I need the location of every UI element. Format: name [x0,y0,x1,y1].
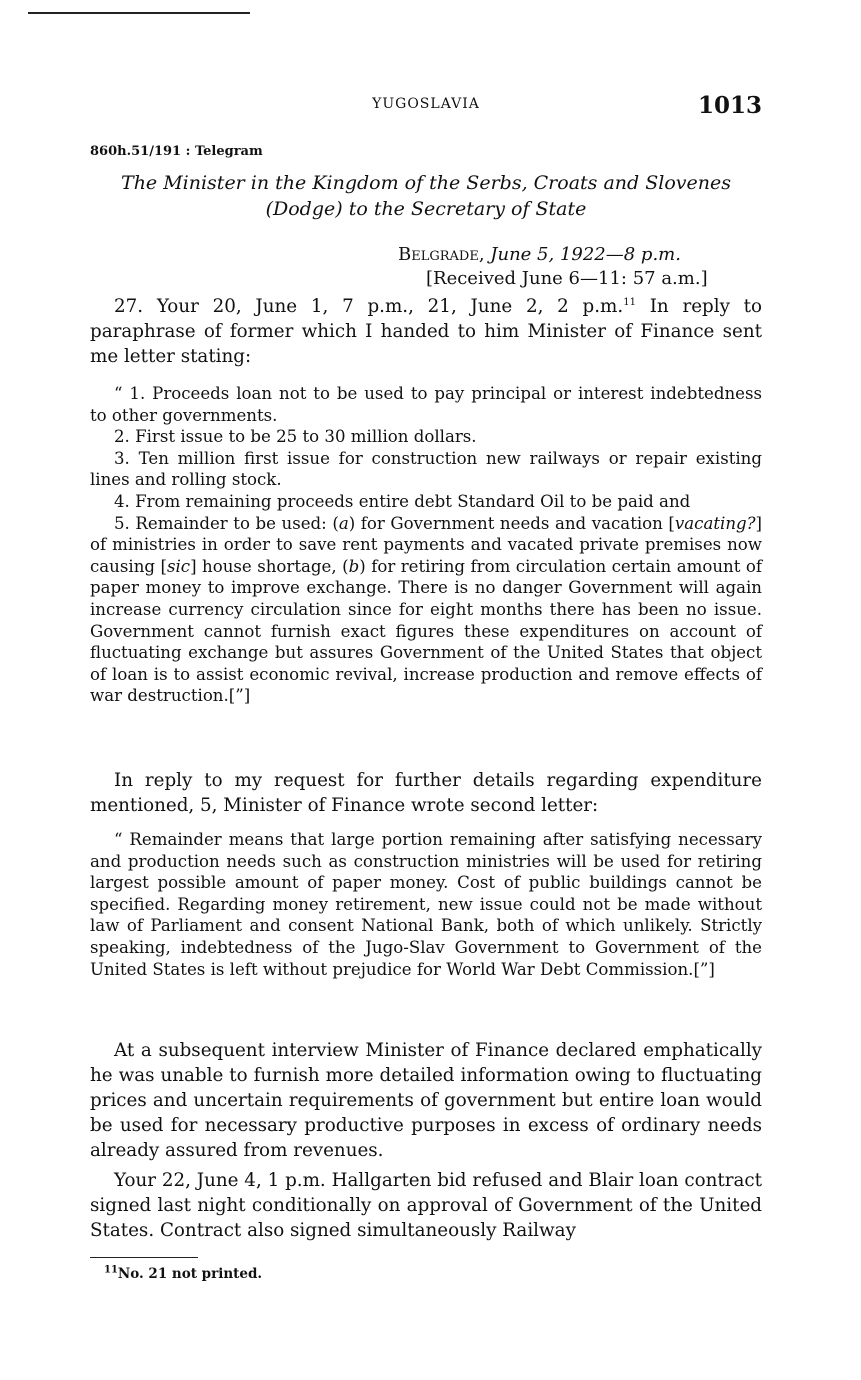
top-rule [28,12,250,14]
paragraph-2: In reply to my request for further details regarding expenditure mentioned, 5, Minister of Finance wrote second letter: [90,770,762,816]
quote-item-5-letter-a: a [338,513,349,533]
quote-item-5-part: ] house shortage, ( [190,556,349,576]
quote-item-5-part: ] of ministries in order to save rent payments and vacated private premises now causing [ [90,513,763,576]
paragraph-1 [90,294,762,369]
dateline-date: June 5, 1922—8 p.m. [490,244,681,265]
quote-item-1: “ 1. Proceeds loan not to be used to pay principal or interest indebtedness to other governments. [90,384,762,425]
footnote-mark: 11 [104,1264,118,1276]
page-number: 1013 [697,92,762,119]
running-head: YUGOSLAVIA [372,96,480,112]
quoted-letter-1 [90,383,762,707]
page-header [90,92,762,122]
paragraph-3: At a subsequent interview Minister of Finance declared emphatically he was unable to furnish more detailed information owing to fluctuating prices and uncertain requirements of government but entire loan would be used for necessary productive purposes in excess of ordinary needs already assured from revenues. [90,1040,762,1161]
dateline [398,243,681,267]
quote-item-5-vacating: vacating? [674,513,756,533]
footnote-reference: 11 [623,296,636,308]
quote-item-2: 2. First issue to be 25 to 30 million dollars. [114,427,477,447]
document-title [90,170,762,222]
quote-item-5-part: 5. Remainder to be used: ( [114,513,339,533]
dateline-place: Belgrade, [398,244,485,265]
quote-item-5-part: ) for retiring from circulation certain amount of paper money to improve exchange. There is no danger Government will again increase currency circulation since for eight months there has been no issue. Government cannot furnish exact figures these expenditures on account of fluctuating exchange but assures Government of the United States that object of loan is to assist economic revival, increase production and remove effects of war destruction.[”] [90,556,762,706]
file-number: 860h.51/191 : Telegram [90,144,263,159]
quote-item-4: 4. From remaining proceeds entire debt Standard Oil to be paid and [114,491,691,511]
paragraph-1-text: 27. Your 20, June 1, 7 p.m., 21, June 2, 2 p.m. [114,296,624,317]
footnote [104,1266,262,1282]
paragraph-4: Your 22, June 4, 1 p.m. Hallgarten bid refused and Blair loan contract signed last night conditionally on approval of Government of the United States. Contract also signed simultaneously Railway [90,1170,762,1241]
quoted-letter-2: “ Remainder means that large portion remaining after satisfying necessary and production needs such as construction ministries will be used for retiring largest possible amount of paper money. Cost of public buildings cannot be specified. Regarding money retirement, new issue could not be made without law of Parliament and consent National Bank, both of which unlikely. Strictly speaking, indebtedness of the Jugo-Slav Government to Government of the United States is left without prejudice for World War Debt Commission.[”] [90,830,762,979]
footnote-rule [90,1257,198,1258]
quote-item-5-letter-b: b [348,556,360,576]
title-line-2: (Dodge) to the Secretary of State [265,198,587,220]
received-line: [Received June 6—11: 57 a.m.] [426,268,708,289]
paragraph-1-continued: In reply to paraphrase of former which I handed to him Minister of Finance sent me letter stating: [90,296,763,367]
footnote-text: No. 21 not printed. [117,1266,263,1282]
quote-item-3: 3. Ten million first issue for construction new railways or repair existing lines and rolling stock. [90,448,762,490]
quote-item-5-sic: sic [166,556,191,576]
title-line-1: The Minister in the Kingdom of the Serbs, Croats and Slovenes [121,172,731,194]
quote-item-5-part: ) for Government needs and vacation [ [348,513,675,533]
quote-item-5 [90,513,762,707]
